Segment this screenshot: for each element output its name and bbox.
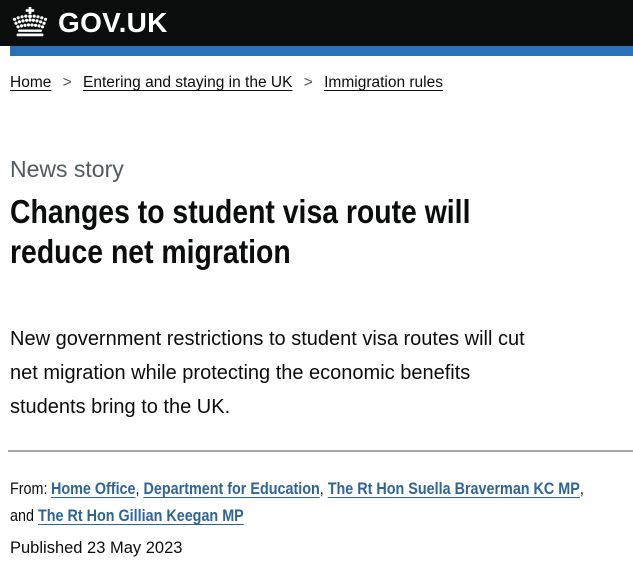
lead-line: net migration while protecting the economic benefits xyxy=(10,362,471,384)
breadcrumb-link-immigration-rules[interactable]: Immigration rules xyxy=(324,74,443,91)
header-accent-bar xyxy=(10,46,633,56)
lead-paragraph xyxy=(10,322,623,424)
govuk-logotype: GOV.UK xyxy=(58,7,168,38)
page-title xyxy=(10,192,537,272)
from-link[interactable]: The Rt Hon Gillian Keegan MP xyxy=(37,507,244,525)
breadcrumb-link-entering-and-staying-in-the-uk[interactable]: Entering and staying in the UK xyxy=(83,74,293,91)
from-line xyxy=(10,476,584,530)
from-sources: Home Office, Department for Education, The Rt Hon Suella Braverman KC MP, and The Rt Hon Gillian Keegan MP xyxy=(10,480,584,525)
page-title-line: reduce net migration xyxy=(10,233,291,270)
divider xyxy=(8,450,633,452)
from-link[interactable]: Department for Education xyxy=(143,480,320,498)
article-metadata xyxy=(10,476,623,558)
main-content xyxy=(0,74,633,558)
breadcrumb-separator: > xyxy=(62,74,72,91)
published-date: Published 23 May 2023 xyxy=(10,539,183,557)
breadcrumb xyxy=(10,74,623,92)
from-label: From: xyxy=(10,480,48,498)
govuk-logo-link[interactable] xyxy=(10,7,168,39)
article-caption: News story xyxy=(10,156,124,182)
lead-line: New government restrictions to student visa routes will cut xyxy=(10,328,525,350)
govuk-header xyxy=(0,0,633,46)
conjunction-text: and xyxy=(10,507,38,525)
breadcrumb-link-home[interactable]: Home xyxy=(10,74,52,91)
breadcrumb-separator: > xyxy=(303,74,313,91)
from-link[interactable]: The Rt Hon Suella Braverman KC MP xyxy=(327,480,580,498)
crown-icon xyxy=(10,7,50,39)
page-title-line: Changes to student visa route will xyxy=(10,193,471,230)
lead-line: students bring to the UK. xyxy=(10,396,231,418)
from-link[interactable]: Home Office xyxy=(50,480,136,498)
